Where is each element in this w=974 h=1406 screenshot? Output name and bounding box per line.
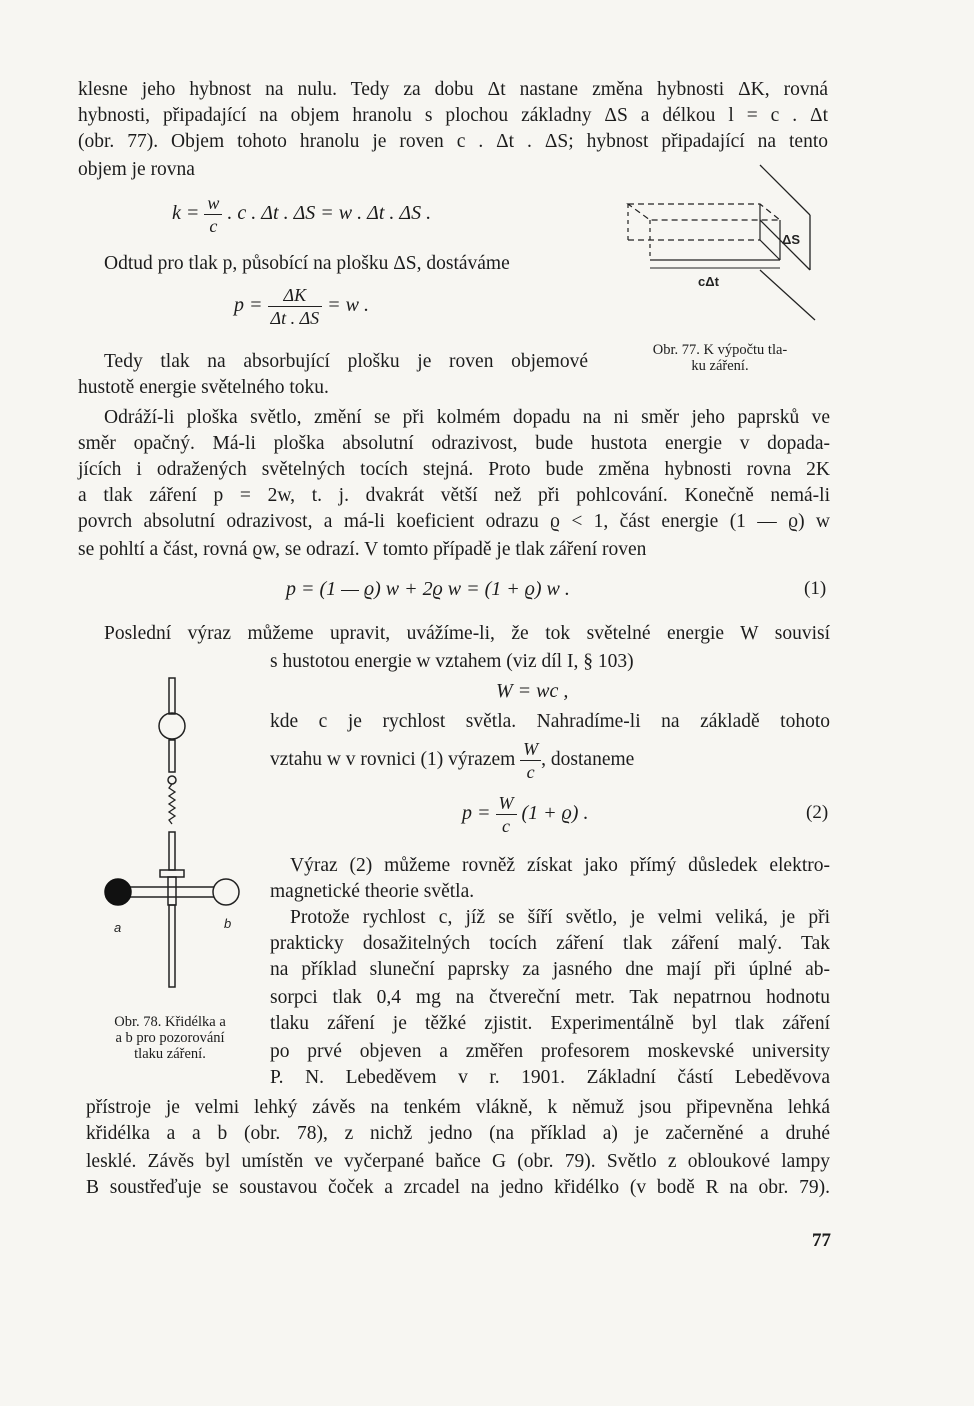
last-paragraph-line-2: křidélka a a b (obr. 78), z nichž jedno (na příklad a) je začerněné a druhé xyxy=(86,1123,830,1144)
vztahu-after: , dostaneme xyxy=(541,748,635,770)
equation-p xyxy=(234,284,369,329)
equation-p-numerator: ΔK xyxy=(268,284,323,307)
paragraph1-line-4: objem je rovna xyxy=(78,159,195,180)
last-paragraph-line-4: B soustřeďuje se soustavou čoček a zrcadel na jedno křidélko (v bodě R na obr. 79). xyxy=(86,1177,830,1198)
figure-77-caption-line-1: Obr. 77. K výpočtu tla- xyxy=(652,342,788,358)
paragraph3-line-1: Poslední výraz můžeme upravit, uvážíme-li, že tok světelné energie W souvisí xyxy=(104,623,830,644)
figure-77-label-ds: ΔS xyxy=(782,232,801,247)
protoze-line-5: tlaku záření je těžké zjistit. Experimentálně byl tlak záření xyxy=(270,1013,830,1034)
protoze-line-2: prakticky dosažitelných tocích záření tlak záření malý. Tak xyxy=(270,933,830,954)
equation-1: p = (1 — ϱ) w + 2ϱ w = (1 + ϱ) w . xyxy=(286,578,570,600)
paragraph1-line-2: hybnosti, připadající na objem hranolu s plochou základny ΔS a délkou l = c . Δt xyxy=(78,105,828,126)
vztahu-line xyxy=(270,738,634,783)
vztahu-before: vztahu w v rovnici (1) výrazem xyxy=(270,748,516,770)
paragraph2-line-3: jících i odražených světelných tocích stejná. Proto bude změna hybnosti rovna 2K xyxy=(78,459,830,480)
paragraph2-line-5: povrch absolutní odrazivost, a má-li koeficient odrazu ϱ < 1, část energie (1 — ϱ) w xyxy=(78,511,830,532)
paragraph2-line-2: směr opačný. Má-li ploška absolutní odrazivost, bude hustota energie v dopada- xyxy=(78,433,830,454)
odtud-line: Odtud pro tlak p, působící na plošku ΔS, dostáváme xyxy=(104,253,510,274)
vyraz-line-2: magnetické theorie světla. xyxy=(270,881,475,902)
figure-77-prism-diagram xyxy=(610,160,830,330)
paragraph1-line-1: klesne jeho hybnost na nulu. Tedy za dobu Δt nastane změna hybnosti ΔK, rovná xyxy=(78,79,828,100)
last-paragraph-line-1: přístroje je velmi lehký závěs na tenkém vlákně, k němuž jsou připevněna lehká xyxy=(86,1097,830,1118)
figure-78-caption-line-1: Obr. 78. Křidélka a xyxy=(114,1014,226,1030)
equation-k-left: k = xyxy=(172,202,200,225)
figure-78-vane-apparatus xyxy=(96,672,256,997)
vztahu-denominator: c xyxy=(526,762,535,782)
figure-78-caption-line-3: tlaku záření. xyxy=(134,1046,206,1062)
page-number: 77 xyxy=(812,1230,831,1251)
protoze-line-7: P. N. Lebeděvem v r. 1901. Základní částí Lebeděvova xyxy=(270,1067,830,1088)
protoze-line-6: po prvé objeven a změřen profesorem moskevské university xyxy=(270,1041,830,1062)
tedy-line-2: hustotě energie světelného toku. xyxy=(78,377,329,398)
protoze-line-4: sorpci tlak 0,4 mg na čtvereční metr. Tak nepatrnou hodnotu xyxy=(270,987,830,1008)
equation-2-right: (1 + ϱ) . xyxy=(521,802,589,825)
equation-p-fraction xyxy=(268,284,323,329)
equation-W: W = wc , xyxy=(496,680,569,702)
equation-k-right: . c . Δt . ΔS = w . Δt . ΔS . xyxy=(227,202,432,225)
last-paragraph-line-3: lesklé. Závěs byl umístěn ve vyčerpané baňce G (obr. 79). Světlo z obloukové lampy xyxy=(86,1151,830,1172)
protoze-line-1: Protože rychlost c, jíž se šíří světlo, je velmi veliká, je při xyxy=(290,907,830,928)
paragraph1-line-3: (obr. 77). Objem tohoto hranolu je roven c . Δt . ΔS; hybnost připadající na tento xyxy=(78,131,828,152)
paragraph2-line-1: Odráží-li ploška světlo, změní se při kolmém dopadu na ni směr jeho paprsků ve xyxy=(104,407,830,428)
equation-p-denominator: Δt . ΔS xyxy=(270,308,320,328)
figure-78-label-b: b xyxy=(224,916,232,931)
equation-p-right: = w . xyxy=(327,294,369,317)
paragraph2-line-4: a tlak záření p = 2w, t. j. dvakrát větší než při pohlcování. Konečně nemá-li xyxy=(78,485,830,506)
vztahu-numerator: W xyxy=(520,738,541,761)
vyraz-line-1: Výraz (2) můžeme rovněž získat jako přímý důsledek elektro- xyxy=(290,855,830,876)
equation-2-left: p = xyxy=(462,802,491,825)
figure-78-caption-line-2: a b pro pozorování xyxy=(115,1030,225,1046)
figure-77-caption-line-2: ku záření. xyxy=(691,358,749,374)
kde-line: kde c je rychlost světla. Nahradíme-li na základě tohoto xyxy=(270,711,830,732)
equation-p-left: p = xyxy=(234,294,263,317)
equation-1-number: (1) xyxy=(804,578,827,599)
protoze-line-3: na příklad sluneční paprsky za jasného dne mají při úplné ab- xyxy=(270,959,830,980)
equation-2-denominator: c xyxy=(502,816,510,836)
equation-2-numerator: W xyxy=(496,792,517,815)
equation-2-number: (2) xyxy=(806,802,829,823)
paragraph2-line-6: se pohltí a část, rovná ϱw, se odrazí. V tomto případě je tlak záření roven xyxy=(78,539,647,560)
equation-k-numerator: w xyxy=(204,192,222,215)
tedy-line-1: Tedy tlak na absorbující plošku je roven objemové xyxy=(104,351,588,372)
equation-2-fraction xyxy=(496,792,517,837)
vztahu-fraction xyxy=(520,738,541,783)
equation-k xyxy=(172,192,431,237)
paragraph3-line-2: s hustotou energie w vztahem (viz díl I, § 103) xyxy=(270,651,634,672)
equation-k-denominator: c xyxy=(209,216,218,236)
equation-k-fraction xyxy=(204,192,222,237)
figure-77-label-cdt: cΔt xyxy=(698,274,719,289)
equation-2 xyxy=(462,792,588,837)
figure-78-label-a: a xyxy=(114,920,122,935)
